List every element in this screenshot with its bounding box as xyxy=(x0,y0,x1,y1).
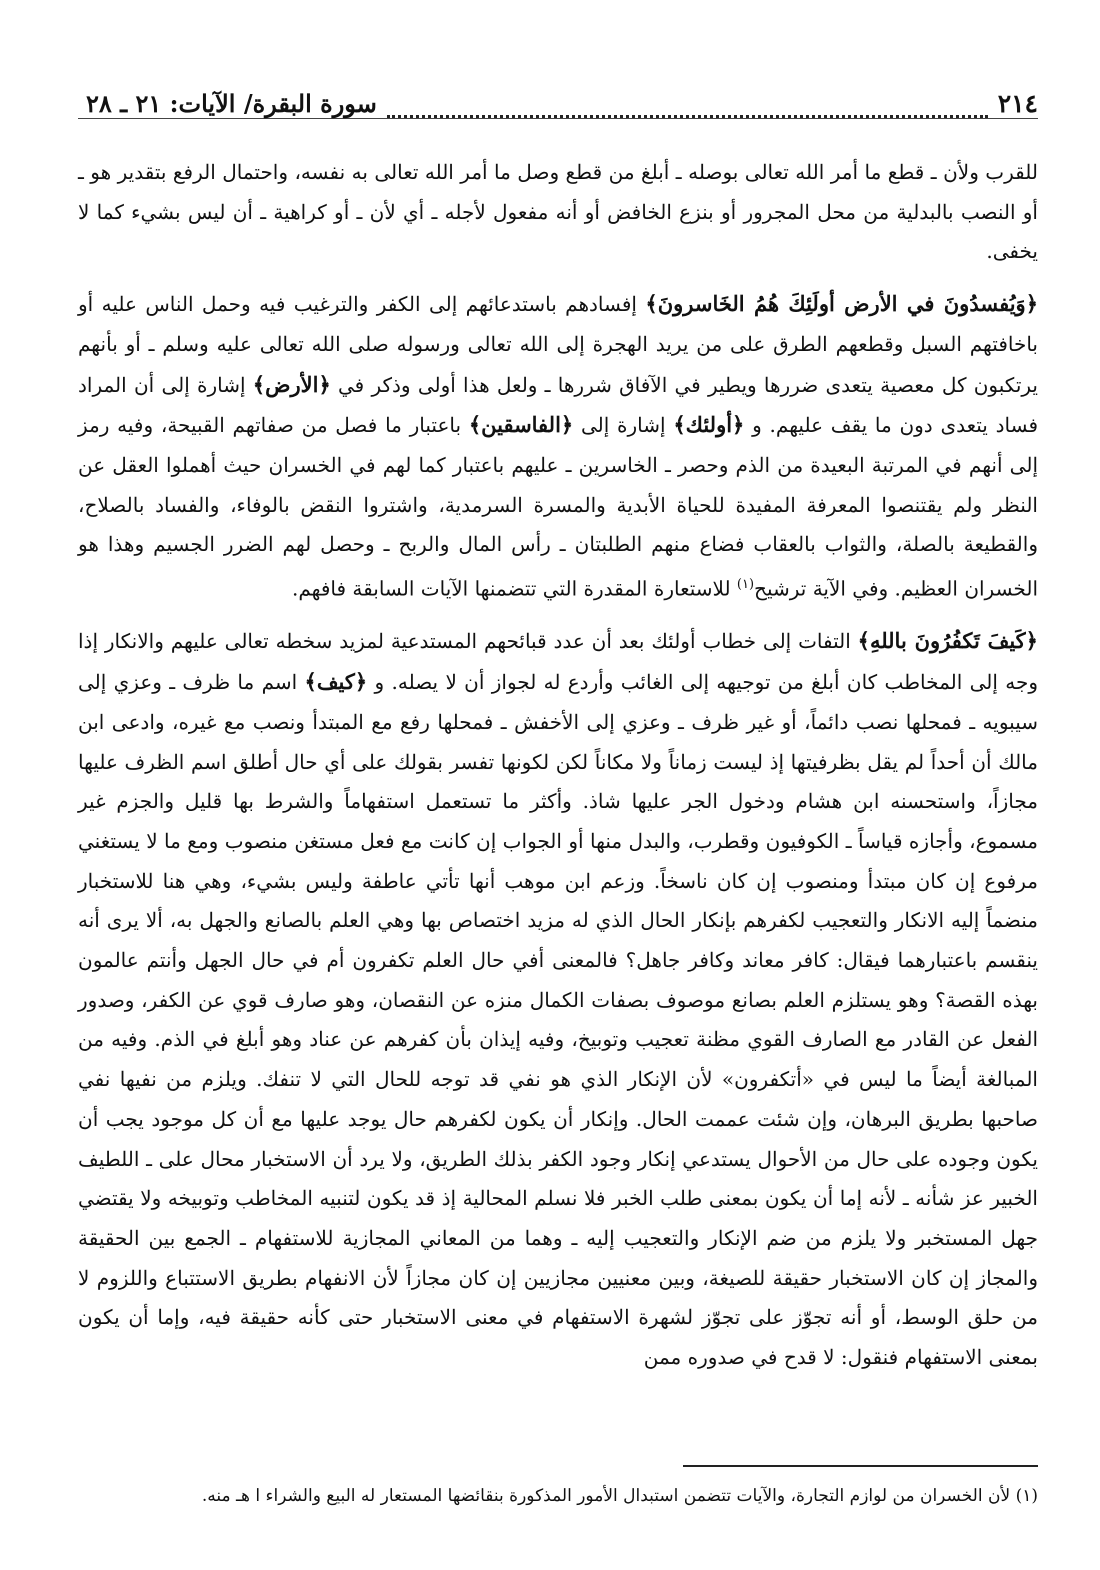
text-segment: إشارة إلى أن المراد فساد يتعدى دون ما يقف عليهم. و xyxy=(78,372,1039,438)
page-number: ٢١٤ xyxy=(997,89,1038,118)
text-segment: إفسادهم باستدعائهم إلى الكفر والترغيب فيه وحمل الناس عليه أو باخافتهم السبل وقطعهم الطرق على من يريد الهجرة إلى الله تعالى ورسوله صلى الله تعالى عليه وسلم ـ أو بأنهم يرتكبون كل معصية يتعدى ضررها ويطير في الآفاق شررها ـ ولعل هذا أولى وذكر في xyxy=(78,292,1038,397)
text-segment: اسم ما ظرف ـ وعزي إلى سيبويه ـ فمحلها نصب دائماً، أو غير ظرف ـ وعزي إلى الأخفش ـ فمحلها رفع مع المبتدأ ونصب مع غيره، وادعى ابن مالك أن أحداً لم يقل بظرفيتها إذ ليست زماناً ولا مكاناً لكن لكونها تفسر بقولك على أي حال أطلق اسم الظرف عليها مجازاً، واستحسنه ابن هشام ودخول الجر عليها شاذ. وأكثر ما تستعمل استفهاماً والشرط بها قليل والجزم غير مسموع، وأجازه قياساً ـ الكوفيون وقطرب، والبدل منها أو الجواب إن كانت مع فعل مستغن منصوب ومع ما لا يستغني مرفوع إن كان مبتدأ ومنصوب إن كان ناسخاً. وزعم ابن موهب أنها تأتي عاطفة وليس بشيء، وهي هنا للاستخبار منضماً إليه الانكار والتعجيب لكفرهم بإنكار الحال الذي له مزيد اختصاص بها وهي العلم بالصانع والجهل به، ألا يرى أنه ينقسم باعتبارهما فيقال: كافر معاند وكافر جاهل؟ فالمعنى أفي حال العلم تكفرون أم في حال الجهل وأنتم عالمون بهذه القصة؟ وهو يستلزم العلم بصانع موصوف بصفات الكمال منزه عن النقصان، وهو صارف قوي عن الكفر، وصدور الفعل عن القادر مع الصارف القوي مظنة تعجيب وتوبيخ، وفيه إيذان بأن كفرهم عن عناد وهو أبلغ في الذم. وفيه من المبالغة أيضاً ما ليس في «أتكفرون» لأن الإنكار الذي هو نفي قد توجه للحال التي لا تنفك. ويلزم من نفيها نفي صاحبها بطريق البرهان، وإن شئت عممت الحال. وإنكار أن يكون لكفرهم حال يوجد عليها مع أن كل موجود يجب أن يكون وجوده على حال من الأحوال يستدعي إنكار وجود الكفر بذلك الطريق، ولا يرد أن الاستخبار محال على ـ اللطيف الخبير عز شأنه ـ لأنه إما أن يكون بمعنى طلب الخبر فلا نسلم المحالية إذ قد يكون لتنبيه المخاطب وتوبيخه ولا يقتضي جهل المستخبر ولا يلزم من ضم الإنكار والتعجيب إليه ـ وهما من المعاني المجازية للاستفهام ـ الجمع بين الحقيقة والمجاز إن كان الاستخبار حقيقة للصيغة، وبين معنيين مجازيين إن كان مجازاً لأن الانفهام بطريق الاستتباع واللزوم لا من حلق الوسط، أو أنه تجوّز على تجوّز لشهرة الاستفهام في معنى الاستخبار حتى كأنه حقيقة فيه، وإما أن يكون بمعنى الاستفهام فنقول: لا قدح في صدوره ممن xyxy=(78,670,1039,1370)
text-segment: للاستعارة المقدرة التي تتضمنها الآيات السابقة فافهم. xyxy=(291,576,737,601)
quran-quote: ﴿الفاسقين﴾ xyxy=(468,412,574,438)
quran-quote: ﴿كيف﴾ xyxy=(304,669,368,695)
footnote xyxy=(78,1482,1038,1510)
paragraph xyxy=(78,153,1038,272)
footnote-marker: (١) xyxy=(1015,1486,1038,1506)
text-segment: إشارة إلى xyxy=(573,413,674,438)
text-segment: للقرب ولأن ـ قطع ما أمر الله تعالى بوصله ـ أبلغ من قطع وصل ما أمر الله تعالى به نفسه، واحتمال الرفع بتقدير هو ـ أو النصب بالبدلية من محل المجرور أو بنزع الخافض أو أنه مفعول لأجله ـ أي لأن ـ أو كراهية ـ أن ليس بشيء كما لا يخفى. xyxy=(78,160,1038,264)
text-segment: باعتبار ما فصل من صفاتهم القبيحة، وفيه رمز إلى أنهم في المرتبة البعيدة من الذم وحصر ـ الخاسرين ـ عليهم باعتبار كما لهم في الخسران حيث أهملوا العقل عن النظر ولم يقتنصوا المعرفة المفيدة للحياة الأبدية والمسرة السرمدية، واشتروا النقض بالوفاء، والفساد بالصلاح، والقطيعة بالصلة، والثواب بالعقاب فضاع منهم الطلبتان ـ رأس المال والربح ـ وحصل لهم الضرر الجسيم وهذا هو الخسران العظيم. وفي الآية ترشيح xyxy=(78,413,1038,601)
quran-quote: ﴿كَيفَ تَكفُرُونَ باللهِ﴾ xyxy=(857,628,1038,654)
header-dot-leader xyxy=(387,99,988,118)
running-header xyxy=(78,70,1038,119)
main-text xyxy=(78,153,1038,1378)
footnote-text: لأن الخسران من لوازم التجارة، والآيات تتضمن استبدال الأمور المذكورة بنقائضها المستعار له البيع والشراء ا هـ منه. xyxy=(201,1486,1011,1506)
book-page xyxy=(78,70,1038,1540)
paragraph xyxy=(78,284,1038,609)
quran-quote: ﴿وَيُفسدُونَ في الأرض أولَئِكَ هُمُ الخَاسرونَ﴾ xyxy=(645,291,1038,317)
text-segment: التفات إلى خطاب أولئك بعد أن عدد قبائحهم المستدعية لمزيد سخطه تعالى عليهم والانكار إذا وجه إلى المخاطب كان أبلغ من توجيهه إلى الغائب وأردع له لجواز أن لا يصله. و xyxy=(78,629,1038,695)
quran-quote: ﴿الأرض﴾ xyxy=(252,371,331,397)
footnote-divider xyxy=(683,1465,1038,1467)
paragraph xyxy=(78,621,1038,1377)
header-title: سورة البقرة/ الآيات: ٢١ ـ ٢٨ xyxy=(86,89,377,118)
quran-quote: ﴿أولئك﴾ xyxy=(673,412,745,438)
footnote-reference: (١) xyxy=(736,577,755,593)
